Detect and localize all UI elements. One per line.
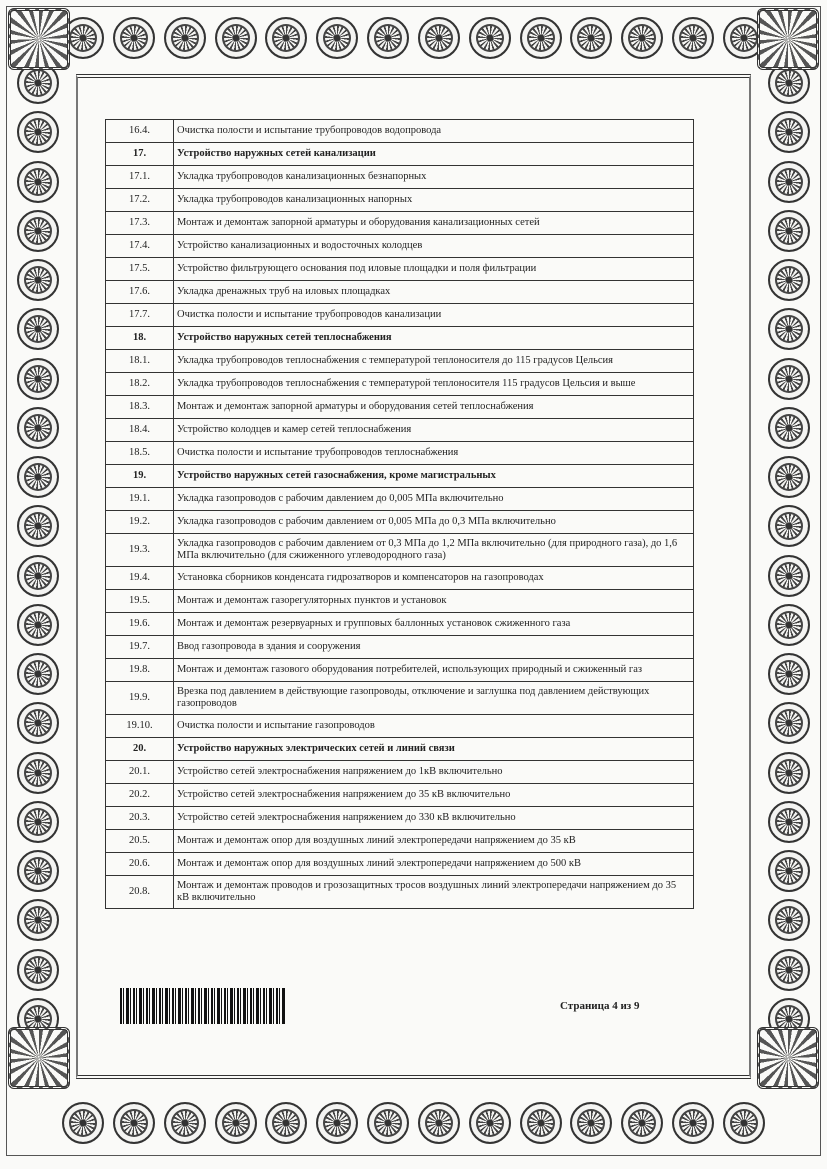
ornament-border-bottom	[62, 1093, 765, 1153]
barcode	[120, 988, 285, 1024]
rosette-ornament	[768, 210, 810, 252]
row-number: 19.8.	[106, 659, 174, 682]
rosette-ornament	[17, 456, 59, 498]
row-number: 20.1.	[106, 761, 174, 784]
rosette-ornament	[215, 1102, 257, 1144]
table-section-row	[106, 465, 694, 488]
row-number: 20.5.	[106, 830, 174, 853]
table-row	[106, 715, 694, 738]
rosette-ornament	[768, 555, 810, 597]
row-description: Очистка полости и испытание газопроводов	[174, 715, 694, 738]
page-number: Страница 4 из 9	[560, 1000, 640, 1012]
table-row	[106, 304, 694, 327]
rosette-ornament	[621, 17, 663, 59]
rosette-ornament	[570, 1102, 612, 1144]
row-number: 19.	[106, 465, 174, 488]
table-row	[106, 807, 694, 830]
table-row	[106, 235, 694, 258]
table-row	[106, 682, 694, 715]
row-description: Монтаж и демонтаж резервуарных и групповых баллонных установок сжиженного газа	[174, 613, 694, 636]
rosette-ornament	[17, 949, 59, 991]
rosette-ornament	[316, 17, 358, 59]
rosette-ornament	[316, 1102, 358, 1144]
table-row	[106, 212, 694, 235]
rosette-ornament	[768, 949, 810, 991]
row-number: 17.7.	[106, 304, 174, 327]
corner-ornament-top-right	[757, 8, 819, 70]
rosette-ornament	[768, 308, 810, 350]
table-row	[106, 166, 694, 189]
table-row	[106, 350, 694, 373]
table-row	[106, 189, 694, 212]
row-description: Монтаж и демонтаж газорегуляторных пунктов и установок	[174, 590, 694, 613]
rosette-ornament	[768, 752, 810, 794]
row-description: Укладка газопроводов с рабочим давлением до 0,005 МПа включительно	[174, 488, 694, 511]
rosette-ornament	[768, 505, 810, 547]
table-row	[106, 830, 694, 853]
rosette-ornament	[113, 1102, 155, 1144]
rosette-ornament	[768, 899, 810, 941]
row-number: 17.6.	[106, 281, 174, 304]
rosette-ornament	[17, 210, 59, 252]
row-description: Ввод газопровода в здания и сооружения	[174, 636, 694, 659]
row-description: Очистка полости и испытание трубопроводов водопровода	[174, 120, 694, 143]
row-description: Укладка газопроводов с рабочим давлением от 0,3 МПа до 1,2 МПа включительно (для природного газа), до 1,6 МПа включительно (для сжиженного углеводородного газа)	[174, 534, 694, 567]
corner-ornament-top-left	[8, 8, 70, 70]
row-number: 19.4.	[106, 567, 174, 590]
rosette-ornament	[570, 17, 612, 59]
rosette-ornament	[215, 17, 257, 59]
row-number: 17.1.	[106, 166, 174, 189]
rosette-ornament	[768, 358, 810, 400]
rosette-ornament	[367, 17, 409, 59]
row-description: Устройство сетей электроснабжения напряжением до 1кВ включительно	[174, 761, 694, 784]
row-description: Укладка трубопроводов теплоснабжения с температурой теплоносителя до 115 градусов Цельсия	[174, 350, 694, 373]
row-description: Очистка полости и испытание трубопроводов канализации	[174, 304, 694, 327]
rosette-ornament	[768, 111, 810, 153]
table-row	[106, 534, 694, 567]
row-description: Устройство канализационных и водосточных колодцев	[174, 235, 694, 258]
rosette-ornament	[621, 1102, 663, 1144]
rosette-ornament	[367, 1102, 409, 1144]
rosette-ornament	[17, 702, 59, 744]
rosette-ornament	[164, 1102, 206, 1144]
table-row	[106, 784, 694, 807]
rosette-ornament	[418, 17, 460, 59]
rosette-ornament	[17, 161, 59, 203]
table-row	[106, 613, 694, 636]
rosette-ornament	[17, 555, 59, 597]
ornament-border-left	[8, 62, 68, 1089]
rosette-ornament	[17, 899, 59, 941]
rosette-ornament	[469, 17, 511, 59]
rosette-ornament	[768, 259, 810, 301]
rosette-ornament	[469, 1102, 511, 1144]
row-number: 18.3.	[106, 396, 174, 419]
row-number: 17.	[106, 143, 174, 166]
table-row	[106, 373, 694, 396]
corner-ornament-bottom-left	[8, 1027, 70, 1089]
row-number: 20.2.	[106, 784, 174, 807]
row-number: 19.1.	[106, 488, 174, 511]
works-table	[105, 119, 694, 909]
row-description: Монтаж и демонтаж запорной арматуры и оборудования сетей теплоснабжения	[174, 396, 694, 419]
rosette-ornament	[768, 653, 810, 695]
row-number: 19.3.	[106, 534, 174, 567]
row-number: 18.1.	[106, 350, 174, 373]
row-number: 20.3.	[106, 807, 174, 830]
rosette-ornament	[672, 1102, 714, 1144]
row-description: Монтаж и демонтаж проводов и грозозащитных тросов воздушных линий электропередачи напряжением до 35 кВ включительно	[174, 876, 694, 909]
table-section-row	[106, 327, 694, 350]
table-row	[106, 281, 694, 304]
table-row	[106, 419, 694, 442]
row-description: Устройство наружных сетей газоснабжения, кроме магистральных	[174, 465, 694, 488]
ornament-border-right	[759, 62, 819, 1089]
table-row	[106, 442, 694, 465]
row-description: Установка сборников конденсата гидрозатворов и компенсаторов на газопроводах	[174, 567, 694, 590]
rosette-ornament	[164, 17, 206, 59]
row-number: 18.2.	[106, 373, 174, 396]
ornament-border-top	[62, 8, 765, 68]
row-description: Устройство сетей электроснабжения напряжением до 35 кВ включительно	[174, 784, 694, 807]
table-row	[106, 120, 694, 143]
row-number: 20.	[106, 738, 174, 761]
row-number: 16.4.	[106, 120, 174, 143]
rosette-ornament	[17, 505, 59, 547]
rosette-ornament	[768, 407, 810, 449]
row-description: Монтаж и демонтаж запорной арматуры и оборудования канализационных сетей	[174, 212, 694, 235]
table-row	[106, 590, 694, 613]
table-row	[106, 511, 694, 534]
rosette-ornament	[17, 801, 59, 843]
table-row	[106, 636, 694, 659]
rosette-ornament	[723, 1102, 765, 1144]
row-description: Устройство наружных сетей канализации	[174, 143, 694, 166]
rosette-ornament	[17, 358, 59, 400]
rosette-ornament	[520, 17, 562, 59]
table-row	[106, 488, 694, 511]
row-number: 18.5.	[106, 442, 174, 465]
row-description: Устройство фильтрующего основания под иловые площадки и поля фильтрации	[174, 258, 694, 281]
rosette-ornament	[17, 850, 59, 892]
row-number: 19.7.	[106, 636, 174, 659]
table-row	[106, 659, 694, 682]
table-row	[106, 258, 694, 281]
row-description: Устройство наружных сетей теплоснабжения	[174, 327, 694, 350]
rosette-ornament	[265, 1102, 307, 1144]
rosette-ornament	[265, 17, 307, 59]
row-number: 18.4.	[106, 419, 174, 442]
row-description: Устройство сетей электроснабжения напряжением до 330 кВ включительно	[174, 807, 694, 830]
rosette-ornament	[17, 752, 59, 794]
row-description: Устройство колодцев и камер сетей теплоснабжения	[174, 419, 694, 442]
row-number: 19.9.	[106, 682, 174, 715]
row-description: Укладка трубопроводов теплоснабжения с температурой теплоносителя 115 градусов Цельсия и выше	[174, 373, 694, 396]
row-number: 18.	[106, 327, 174, 350]
row-number: 19.6.	[106, 613, 174, 636]
row-description: Укладка трубопроводов канализационных безнапорных	[174, 166, 694, 189]
row-description: Укладка трубопроводов канализационных напорных	[174, 189, 694, 212]
rosette-ornament	[17, 407, 59, 449]
table-section-row	[106, 738, 694, 761]
rosette-ornament	[768, 161, 810, 203]
rosette-ornament	[768, 604, 810, 646]
row-number: 17.3.	[106, 212, 174, 235]
table-row	[106, 761, 694, 784]
rosette-ornament	[17, 308, 59, 350]
row-description: Врезка под давлением в действующие газопроводы, отключение и заглушка под давлением действующих газопроводов	[174, 682, 694, 715]
rosette-ornament	[17, 111, 59, 153]
row-description: Укладка газопроводов с рабочим давлением от 0,005 МПа до 0,3 МПа включительно	[174, 511, 694, 534]
rosette-ornament	[418, 1102, 460, 1144]
table-row	[106, 567, 694, 590]
table-row	[106, 876, 694, 909]
rosette-ornament	[17, 259, 59, 301]
row-number: 20.6.	[106, 853, 174, 876]
row-number: 17.2.	[106, 189, 174, 212]
rosette-ornament	[768, 702, 810, 744]
row-number: 17.4.	[106, 235, 174, 258]
table-section-row	[106, 143, 694, 166]
row-number: 19.5.	[106, 590, 174, 613]
rosette-ornament	[768, 850, 810, 892]
row-description: Устройство наружных электрических сетей и линий связи	[174, 738, 694, 761]
row-description: Монтаж и демонтаж опор для воздушных линий электропередачи напряжением до 500 кВ	[174, 853, 694, 876]
rosette-ornament	[62, 1102, 104, 1144]
rosette-ornament	[672, 17, 714, 59]
rosette-ornament	[768, 456, 810, 498]
rosette-ornament	[113, 17, 155, 59]
row-number: 19.2.	[106, 511, 174, 534]
table-row	[106, 396, 694, 419]
row-number: 19.10.	[106, 715, 174, 738]
rosette-ornament	[768, 801, 810, 843]
table-row	[106, 853, 694, 876]
row-number: 17.5.	[106, 258, 174, 281]
rosette-ornament	[17, 653, 59, 695]
row-description: Очистка полости и испытание трубопроводов теплоснабжения	[174, 442, 694, 465]
rosette-ornament	[520, 1102, 562, 1144]
row-description: Монтаж и демонтаж опор для воздушных линий электропередачи напряжением до 35 кВ	[174, 830, 694, 853]
row-number: 20.8.	[106, 876, 174, 909]
corner-ornament-bottom-right	[757, 1027, 819, 1089]
row-description: Монтаж и демонтаж газового оборудования потребителей, использующих природный и сжиженный газ	[174, 659, 694, 682]
rosette-ornament	[17, 604, 59, 646]
row-description: Укладка дренажных труб на иловых площадках	[174, 281, 694, 304]
